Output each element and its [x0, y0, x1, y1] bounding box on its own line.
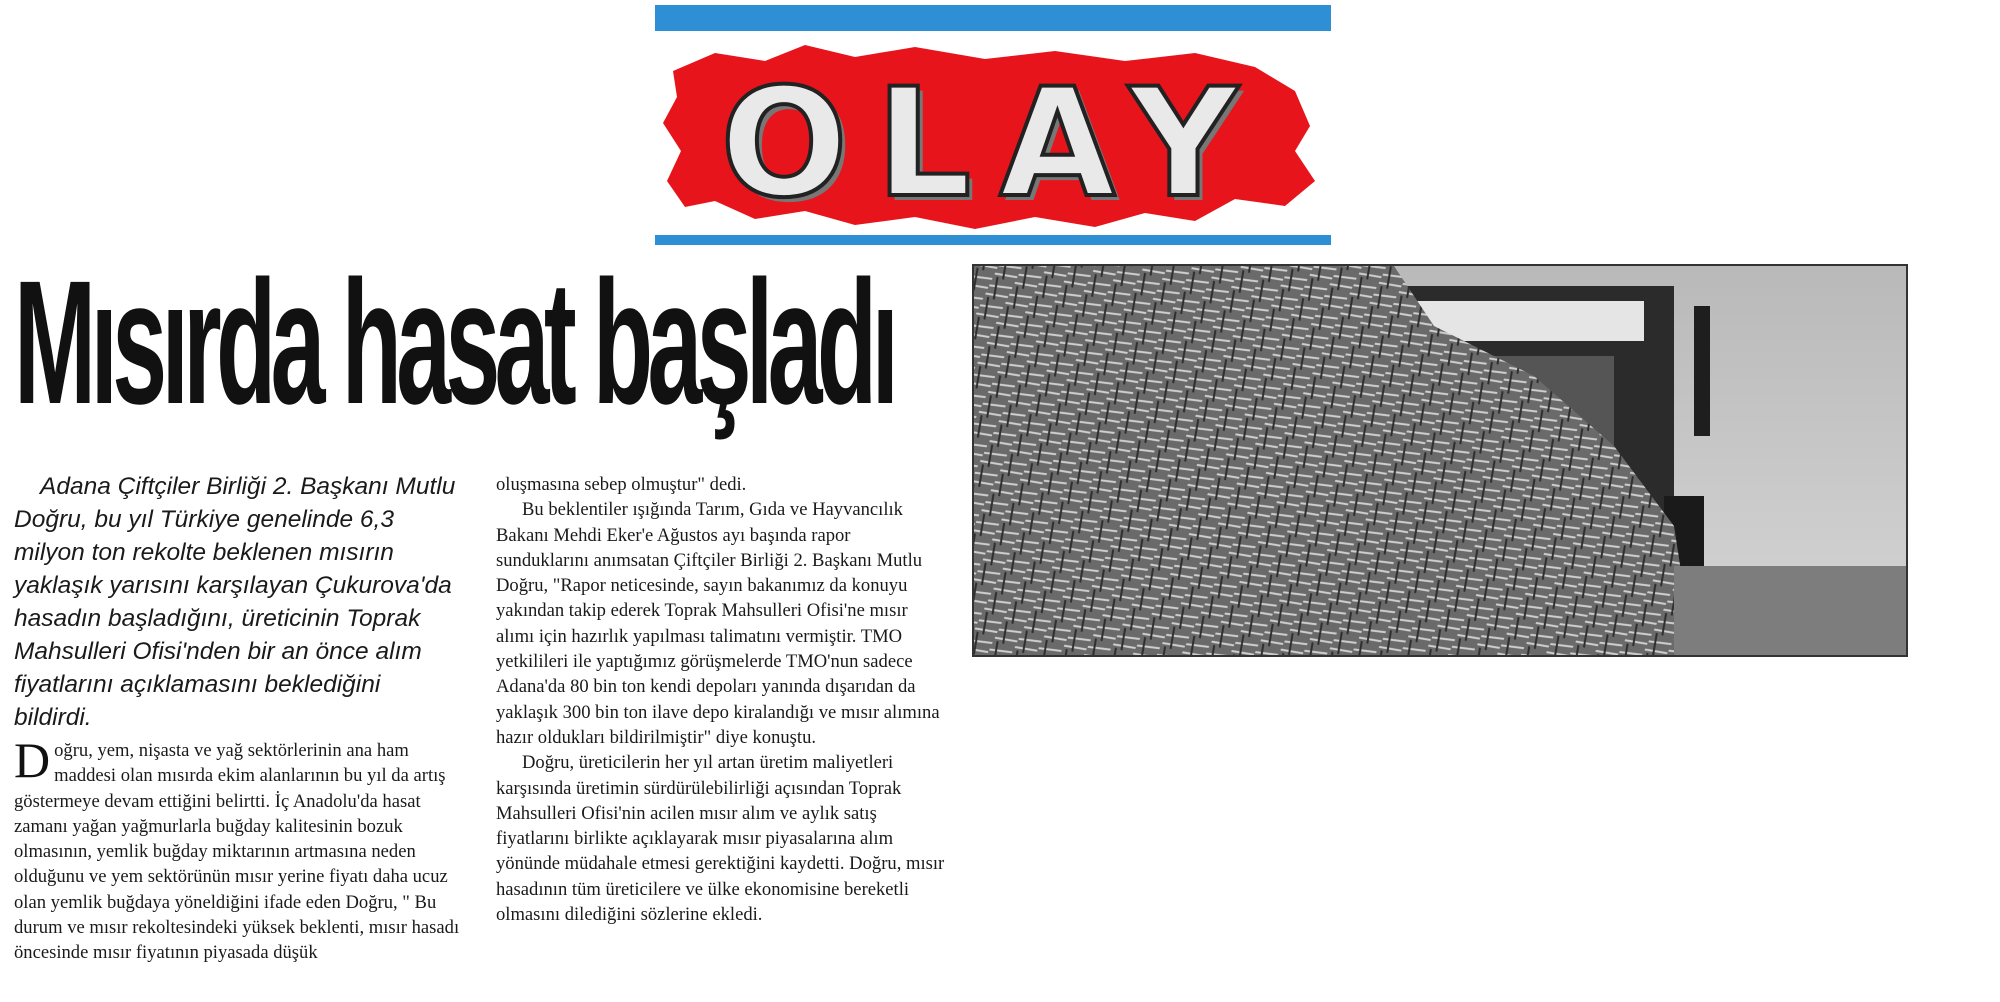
masthead-slogan: Güneydoğu'nun Sesi — [1094, 8, 1291, 28]
drop-cap: D — [14, 732, 51, 788]
article-photo — [972, 264, 1908, 657]
masthead-topbar — [655, 5, 1331, 31]
col2-paragraph-2: Doğru, üreticilerin her yıl artan üretim maliyetleri karşısında üretimin sürdürülebilirliği açısından Toprak Mahsulleri Ofisi'nin acilen mısır alım ve aylık satış fiyatlarını birlikte açıklayarak mısır piyasalarına alım yönünde müdahale etmesi gerektiğini kaydetti. Doğru, mısır hasadının tüm üreticilere ve ülke ekonomisine bereketli olmasını dilediğini sözlerine ekledi. — [496, 752, 945, 926]
masthead-name: OLAY — [720, 57, 1266, 231]
article-column-1 — [14, 732, 462, 966]
col2-paragraph-1: Bu beklentiler ışığında Tarım, Gıda ve Hayvancılık Bakanı Mehdi Eker'e Ağustos ayı başında rapor sunduklarını anımsatan Çiftçiler Birliği 2. Başkanı Mutlu Doğru, "Rapor neticesinde, sayın bakanımız da konuyu yakından takip ederek Toprak Mahsulleri Ofisi'ne mısır alımı için hazırlık yapılması talimatını vermiştir. TMO yetkilileri ile yaptığımız görüşmelerde TMO'nun sadece Adana'da 80 bin ton kendi depoları yanında dışarıdan da yaklaşık 300 bin ton ilave depo kiralandığı ve mısır alımına hazır oldukları bildirilmiştir" diye konuştu. — [496, 499, 940, 748]
col2-paragraph-0: oluşmasına sebep olmuştur" dedi. — [496, 474, 747, 495]
corn-harvester-photo — [974, 266, 1906, 655]
masthead-logo — [655, 5, 1331, 245]
article-headline: Mısırda hasat başladı — [14, 245, 894, 441]
col1-paragraph-1: oğru, yem, nişasta ve yağ sektörlerinin ana ham maddesi olan mısırda ekim alanlarının bu yıl da artış göstermeye devam ettiğini belirtti. İç Anadolu'da hasat zamanı yağan yağmurlarla buğday kalitesinin bozuk olmasının, yemlik buğday miktarının artmasına neden olduğunu ve yem sektörünün mısır yerine fiyatı daha ucuz olan yemlik buğdaya yöneldiğini ifade eden Doğru, " Bu durum ve mısır rekoltesindeki yüksek beklenti, mısır hasadı öncesinde mısır fiyatının piyasada düşük — [14, 740, 460, 964]
masthead-city: DİYARBAKIR — [725, 6, 902, 30]
article-column-2 — [496, 472, 948, 927]
article-lead: Adana Çiftçiler Birliği 2. Başkanı Mutlu Doğru, bu yıl Türkiye genelinde 6,3 milyon ton rekolte beklenen mısırın yaklaşık yarısını karşılayan Çukurova'da hasadın başladığını, üreticinin Toprak Mahsulleri Ofisi'nden bir an önce alım fiyatlarını açıklamasını beklediğini bildirdi. — [14, 473, 456, 731]
